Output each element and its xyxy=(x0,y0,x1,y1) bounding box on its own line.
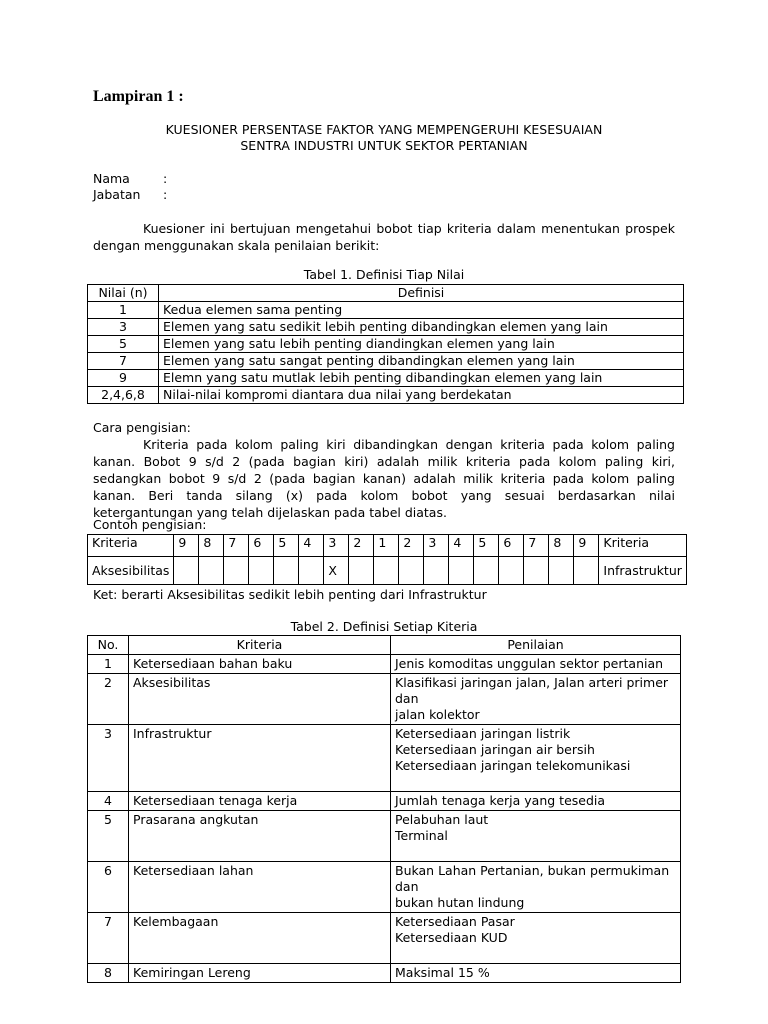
table-row xyxy=(88,792,681,811)
penilaian-line: Ketersediaan Pasar xyxy=(395,914,515,929)
penilaian-cell xyxy=(391,913,681,964)
nilai-cell: 3 xyxy=(88,319,159,336)
mark-cell xyxy=(249,557,274,585)
mark-cell xyxy=(299,557,324,585)
no-cell: 1 xyxy=(88,655,129,674)
table-row xyxy=(88,302,684,319)
mark-cell xyxy=(399,557,424,585)
penilaian-cell xyxy=(391,964,681,983)
mark-cell xyxy=(524,557,549,585)
scale-cell: 2 xyxy=(349,535,374,557)
kriteria-cell: Aksesibilitas xyxy=(129,674,391,725)
penilaian-line xyxy=(395,774,676,790)
penilaian-line: Ketersediaan jaringan telekomunikasi xyxy=(395,758,631,773)
penilaian-cell xyxy=(391,725,681,792)
table-row xyxy=(88,557,687,585)
mark-cell xyxy=(174,557,199,585)
scale-cell: 2 xyxy=(399,535,424,557)
field-nama-colon: : xyxy=(163,171,168,186)
table-header-cell: Definisi xyxy=(159,285,684,302)
table-header-cell: Kriteria xyxy=(129,636,391,655)
cara-pengisian-label: Cara pengisian: xyxy=(93,420,191,435)
definisi-cell: Nilai-nilai kompromi diantara dua nilai yang berdekatan xyxy=(159,387,684,404)
kriteria-cell: Ketersediaan lahan xyxy=(129,862,391,913)
nilai-cell: 2,4,6,8 xyxy=(88,387,159,404)
nilai-cell: 9 xyxy=(88,370,159,387)
penilaian-line: bukan hutan lindung xyxy=(395,895,525,910)
mark-cell xyxy=(499,557,524,585)
table-header-cell: No. xyxy=(88,636,129,655)
mark-cell xyxy=(574,557,599,585)
no-cell: 3 xyxy=(88,725,129,792)
questionnaire-title-line1: KUESIONER PERSENTASE FAKTOR YANG MEMPENGERUHI KESESUAIAN xyxy=(165,122,603,137)
scale-cell: 4 xyxy=(299,535,324,557)
mark-cell xyxy=(474,557,499,585)
penilaian-line xyxy=(395,946,676,962)
no-cell: 4 xyxy=(88,792,129,811)
criteria-header-right: Kriteria xyxy=(599,535,687,557)
table2-caption: Tabel 2. Definisi Setiap Kiteria xyxy=(290,619,478,634)
field-jabatan-colon: : xyxy=(163,187,168,202)
scale-cell: 7 xyxy=(524,535,549,557)
penilaian-line: Bukan Lahan Pertanian, bukan permukiman dan xyxy=(395,863,670,894)
table-header-row xyxy=(88,285,684,302)
mark-cell xyxy=(374,557,399,585)
kriteria-cell: Prasarana angkutan xyxy=(129,811,391,862)
intro-paragraph: Kuesioner ini bertujuan mengetahui bobot tiap kriteria dalam menentukan prospek dengan menggunakan skala penilaian berikit: xyxy=(93,221,675,253)
scale-cell: 4 xyxy=(449,535,474,557)
table-criteria-definition xyxy=(87,635,681,983)
table-row xyxy=(88,387,684,404)
criteria-left: Aksesibilitas xyxy=(88,557,174,585)
table-row xyxy=(88,913,681,964)
penilaian-line: jalan kolektor xyxy=(395,707,480,722)
nilai-cell: 7 xyxy=(88,353,159,370)
mark-cell xyxy=(224,557,249,585)
nilai-cell: 1 xyxy=(88,302,159,319)
table-row xyxy=(88,353,684,370)
penilaian-cell xyxy=(391,811,681,862)
table-row xyxy=(88,862,681,913)
criteria-right: Infrastruktur xyxy=(599,557,687,585)
penilaian-line: Klasifikasi jaringan jalan, Jalan arteri primer dan xyxy=(395,675,669,706)
no-cell: 8 xyxy=(88,964,129,983)
scale-cell: 9 xyxy=(574,535,599,557)
penilaian-line: Ketersediaan jaringan listrik xyxy=(395,726,571,741)
penilaian-cell xyxy=(391,862,681,913)
table-row xyxy=(88,725,681,792)
penilaian-line: Pelabuhan laut xyxy=(395,812,489,827)
table-header-cell: Nilai (n) xyxy=(88,285,159,302)
kriteria-cell: Kemiringan Lereng xyxy=(129,964,391,983)
contoh-pengisian-label: Contoh pengisian: xyxy=(93,517,207,532)
penilaian-line: Maksimal 15 % xyxy=(395,965,490,980)
field-jabatan-label: Jabatan xyxy=(93,187,141,202)
ket-note: Ket: berarti Aksesibilitas sedikit lebih penting dari Infrastruktur xyxy=(93,587,487,602)
scale-cell: 8 xyxy=(199,535,224,557)
definisi-cell: Kedua elemen sama penting xyxy=(159,302,684,319)
mark-cell xyxy=(274,557,299,585)
penilaian-line xyxy=(395,844,676,860)
table1-caption: Tabel 1. Definisi Tiap Nilai xyxy=(303,267,465,282)
scale-cell: 7 xyxy=(224,535,249,557)
table-row xyxy=(88,370,684,387)
criteria-header-left: Kriteria xyxy=(88,535,174,557)
no-cell: 7 xyxy=(88,913,129,964)
table-row xyxy=(88,674,681,725)
kriteria-cell: Infrastruktur xyxy=(129,725,391,792)
no-cell: 6 xyxy=(88,862,129,913)
no-cell: 5 xyxy=(88,811,129,862)
kriteria-cell: Kelembagaan xyxy=(129,913,391,964)
table-header-cell: Penilaian xyxy=(391,636,681,655)
penilaian-line: Ketersediaan KUD xyxy=(395,930,508,945)
example-comparison-table xyxy=(87,534,687,585)
scale-cell: 8 xyxy=(549,535,574,557)
definisi-cell: Elemen yang satu sangat penting dibandingkan elemen yang lain xyxy=(159,353,684,370)
mark-cell xyxy=(199,557,224,585)
mark-cell xyxy=(549,557,574,585)
table-row xyxy=(88,655,681,674)
no-cell: 2 xyxy=(88,674,129,725)
table-row xyxy=(88,336,684,353)
appendix-label: Lampiran 1 : xyxy=(93,88,184,105)
penilaian-line: Jenis komoditas unggulan sektor pertanian xyxy=(395,656,664,671)
definisi-cell: Elemen yang satu sedikit lebih penting dibandingkan elemen yang lain xyxy=(159,319,684,336)
penilaian-cell xyxy=(391,655,681,674)
table-row xyxy=(88,964,681,983)
field-jabatan xyxy=(93,187,168,202)
scale-cell: 3 xyxy=(324,535,349,557)
scale-cell: 9 xyxy=(174,535,199,557)
table-nilai-definition xyxy=(87,284,684,404)
penilaian-line: Jumlah tenaga kerja yang tesedia xyxy=(395,793,606,808)
mark-cell xyxy=(424,557,449,585)
mark-cell: X xyxy=(324,557,349,585)
mark-cell xyxy=(449,557,474,585)
penilaian-line: Terminal xyxy=(395,828,448,843)
field-nama xyxy=(93,171,168,186)
scale-cell: 6 xyxy=(499,535,524,557)
questionnaire-title-line2: SENTRA INDUSTRI UNTUK SEKTOR PERTANIAN xyxy=(240,138,528,153)
definisi-cell: Elemn yang satu mutlak lebih penting dibandingkan elemen yang lain xyxy=(159,370,684,387)
nilai-cell: 5 xyxy=(88,336,159,353)
penilaian-cell xyxy=(391,792,681,811)
field-nama-label: Nama xyxy=(93,171,130,186)
penilaian-line: Ketersediaan jaringan air bersih xyxy=(395,742,595,757)
scale-cell: 3 xyxy=(424,535,449,557)
mark-cell xyxy=(349,557,374,585)
table-row xyxy=(88,535,687,557)
table-header-row xyxy=(88,636,681,655)
definisi-cell: Elemen yang satu lebih penting diandingkan elemen yang lain xyxy=(159,336,684,353)
table-row xyxy=(88,811,681,862)
kriteria-cell: Ketersediaan bahan baku xyxy=(129,655,391,674)
scale-cell: 5 xyxy=(274,535,299,557)
table-row xyxy=(88,319,684,336)
scale-cell: 5 xyxy=(474,535,499,557)
kriteria-cell: Ketersediaan tenaga kerja xyxy=(129,792,391,811)
scale-cell: 1 xyxy=(374,535,399,557)
cara-pengisian-paragraph: Kriteria pada kolom paling kiri dibandingkan dengan kriteria pada kolom paling kanan. Bobot 9 s/d 2 (pada bagian kiri) adalah milik kriteria pada kolom paling kiri, sedangkan bobot 9 s/d 2 (pada bagian kanan) adalah milik kriteria pada kolom paling kanan. Beri tanda silang (x) pada kolom bobot yang sesuai berdasarkan nilai ketergantungan yang telah dijelaskan pada tabel diatas. xyxy=(93,437,675,520)
scale-cell: 6 xyxy=(249,535,274,557)
penilaian-cell xyxy=(391,674,681,725)
